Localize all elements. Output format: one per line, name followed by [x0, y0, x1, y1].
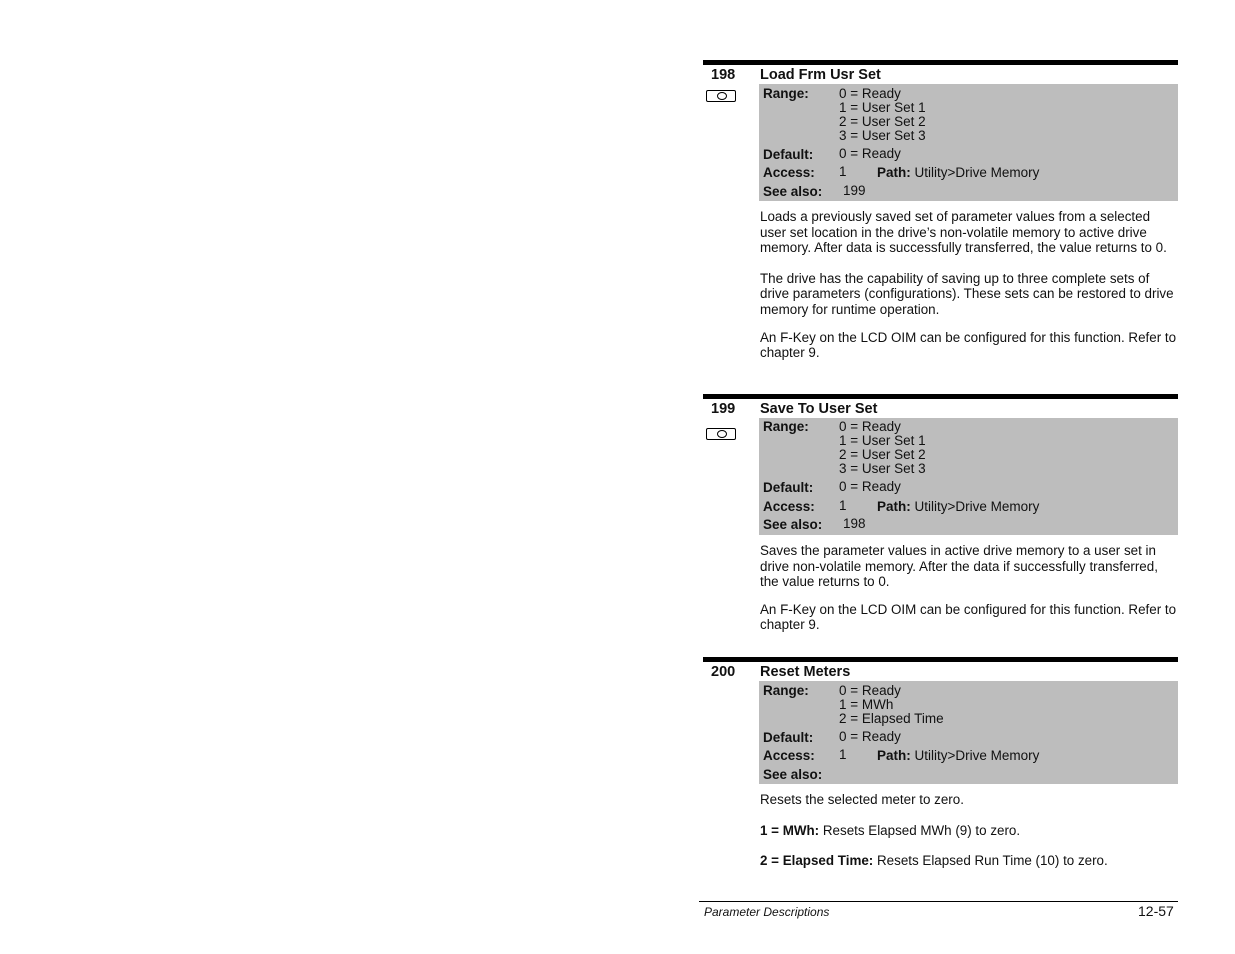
- default-label: Default:: [763, 147, 814, 162]
- range-option: 0 = Ready: [839, 86, 901, 101]
- option-key: 1 = MWh:: [760, 822, 820, 838]
- desc-paragraph: Saves the parameter values in active drive memory to a user set in drive non-volatile memory. After the data if successfully transferred, the value returns to 0.: [760, 543, 1158, 590]
- path-label: Path:: [877, 499, 911, 514]
- desc-paragraph: An F-Key on the LCD OIM can be configured for this function. Refer to chapter 9.: [760, 329, 1177, 361]
- parameter-198: [703, 60, 1178, 361]
- range-option: 2 = Elapsed Time: [839, 711, 944, 726]
- param-name: Load Frm Usr Set: [760, 67, 881, 83]
- range-option: 2 = User Set 2: [839, 447, 926, 462]
- default-label: Default:: [763, 480, 814, 495]
- range-values: [839, 684, 944, 726]
- range-option: 1 = User Set 1: [839, 100, 926, 115]
- see-also-value: 199: [843, 183, 866, 198]
- range-values: [839, 420, 926, 476]
- option-description: [760, 853, 1178, 869]
- default-value: 0 = Ready: [839, 146, 901, 161]
- param-spec-box: [759, 418, 1178, 535]
- see-also-label: See also:: [763, 184, 823, 199]
- range-option: 1 = MWh: [839, 697, 894, 712]
- param-description: [760, 792, 1178, 869]
- footer-section-title: Parameter Descriptions: [704, 905, 830, 919]
- path: [877, 165, 1039, 180]
- access-label: Access:: [763, 748, 815, 763]
- param-name: Reset Meters: [760, 664, 851, 680]
- range-option: 3 = User Set 3: [839, 461, 926, 476]
- access-value: 1: [839, 164, 847, 179]
- parameter-199: [703, 394, 1178, 633]
- desc-paragraph: Loads a previously saved set of parameter values from a selected user set location in the drive’s non-volatile memory to active drive memory. After data is successfully transferred, the value returns to 0.: [760, 209, 1167, 256]
- see-also-label: See also:: [763, 517, 823, 532]
- path: [877, 748, 1039, 763]
- path-value: Utility>Drive Memory: [914, 165, 1040, 180]
- option-text: Resets Elapsed MWh (9) to zero.: [822, 822, 1021, 838]
- path-label: Path:: [877, 165, 911, 180]
- default-label: Default:: [763, 730, 814, 745]
- param-name: Save To User Set: [760, 401, 878, 417]
- access-value: 1: [839, 498, 847, 513]
- range-option: 2 = User Set 2: [839, 114, 926, 129]
- rotary-knob-icon: [706, 90, 736, 102]
- range-option: 0 = Ready: [839, 419, 901, 434]
- see-also-value: 198: [843, 516, 866, 531]
- option-text: Resets Elapsed Run Time (10) to zero.: [877, 853, 1108, 869]
- range-label: Range:: [763, 419, 809, 434]
- access-value: 1: [839, 747, 847, 762]
- range-option: 0 = Ready: [839, 683, 901, 698]
- range-label: Range:: [763, 86, 809, 101]
- footer-rule: [699, 901, 1178, 902]
- path-value: Utility>Drive Memory: [914, 499, 1040, 514]
- desc-paragraph: The drive has the capability of saving up to three complete sets of drive parameters (configurations). These sets can be restored to drive memory for runtime operation.: [760, 270, 1174, 317]
- range-option: 1 = User Set 1: [839, 433, 926, 448]
- param-number: 200: [711, 664, 736, 680]
- access-label: Access:: [763, 499, 815, 514]
- range-values: [839, 87, 926, 143]
- param-number: 198: [711, 67, 736, 83]
- option-description: [760, 823, 1178, 839]
- default-value: 0 = Ready: [839, 729, 901, 744]
- access-label: Access:: [763, 165, 815, 180]
- path: [877, 499, 1039, 514]
- range-option: 3 = User Set 3: [839, 128, 926, 143]
- parameter-200: [703, 657, 1178, 869]
- path-value: Utility>Drive Memory: [914, 748, 1040, 763]
- path-label: Path:: [877, 748, 911, 763]
- desc-paragraph: An F-Key on the LCD OIM can be configured for this function. Refer to chapter 9.: [760, 601, 1177, 633]
- page-number: 12-57: [1138, 903, 1174, 919]
- param-description: [760, 543, 1178, 633]
- param-number: 199: [711, 401, 736, 417]
- see-also-label: See also:: [763, 767, 823, 782]
- range-label: Range:: [763, 683, 809, 698]
- option-key: 2 = Elapsed Time:: [760, 853, 874, 869]
- default-value: 0 = Ready: [839, 479, 901, 494]
- param-spec-box: [759, 84, 1178, 201]
- rotary-knob-icon: [706, 428, 736, 440]
- param-spec-box: [759, 681, 1178, 784]
- desc-paragraph: Resets the selected meter to zero.: [760, 792, 964, 807]
- param-description: [760, 209, 1178, 361]
